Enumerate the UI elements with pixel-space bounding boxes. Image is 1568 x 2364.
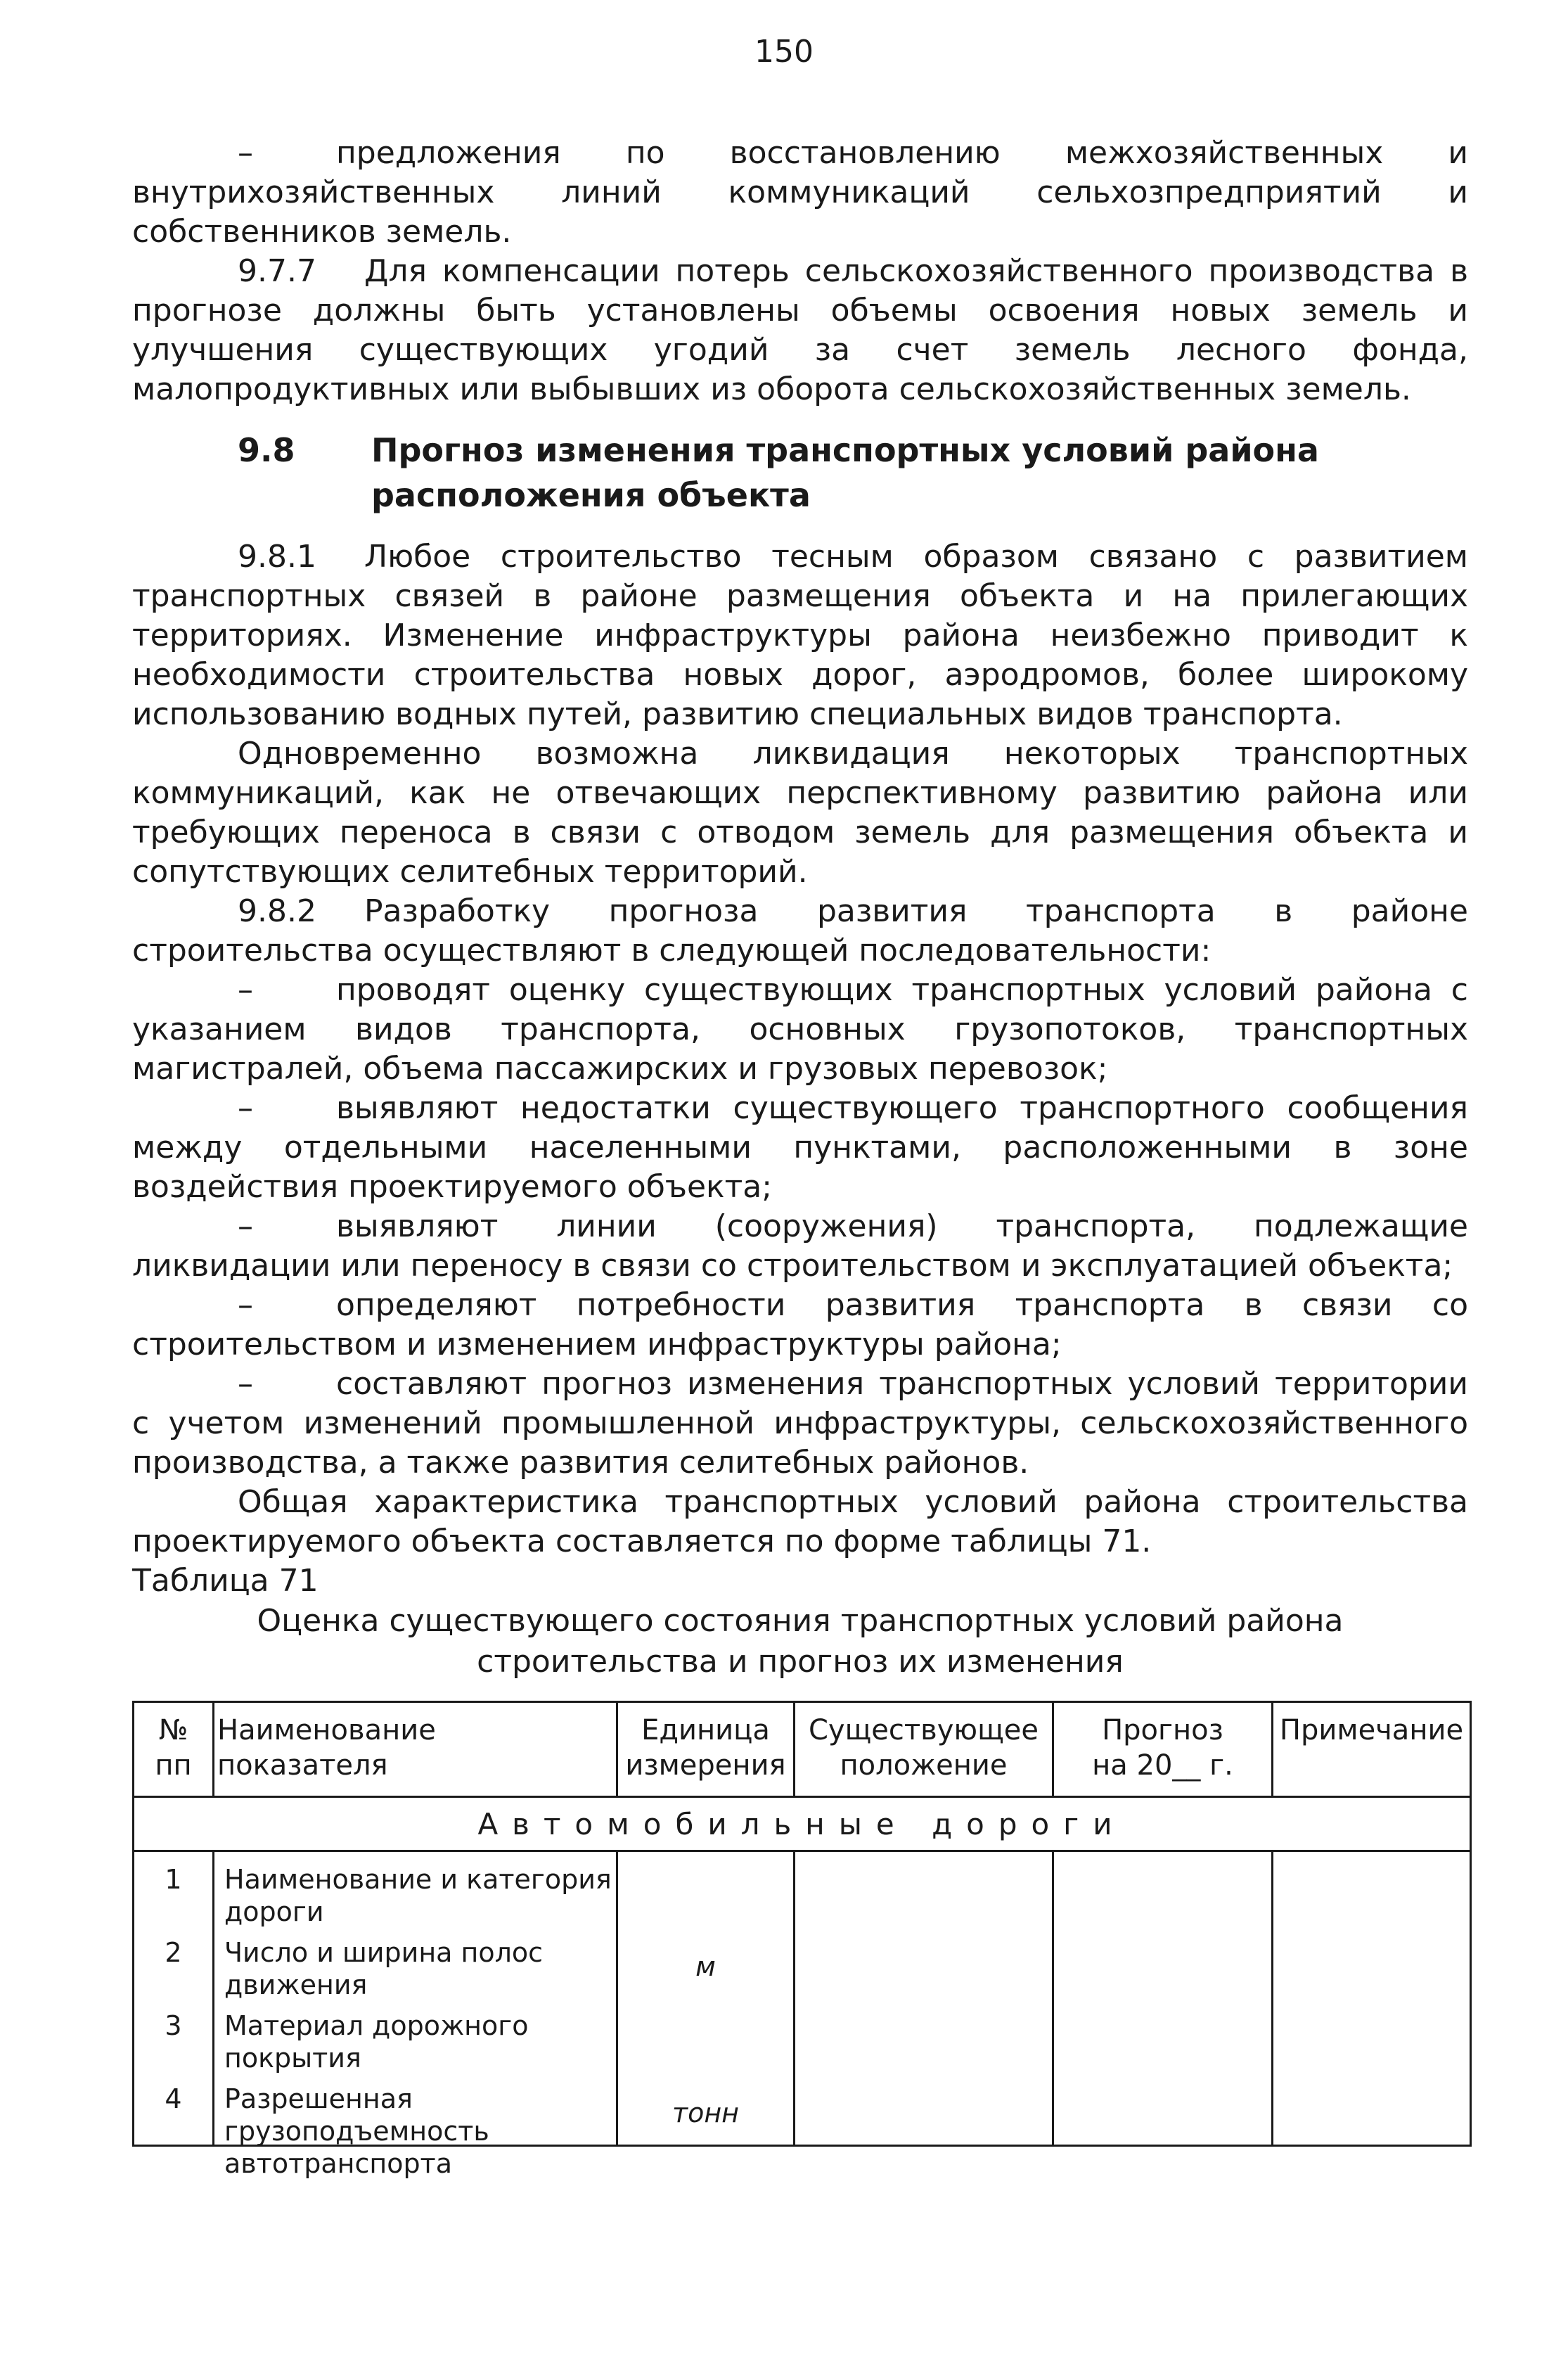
row-number: 4	[165, 2083, 182, 2114]
paragraph-dash-item	[132, 134, 1468, 252]
section-number: 9.8	[238, 431, 295, 469]
table-header-row	[134, 1702, 1471, 1797]
dash-mark: –	[238, 135, 253, 171]
col-header-name: Наименование показателя	[214, 1702, 617, 1797]
row-name: Материал дорожного покрытия	[224, 2010, 529, 2074]
paragraph-text: Любое строительство тесным образом связано с развитием транспортных связей в районе размещения объекта и на прилегающих территориях. Изменение инфраструктуры района неизбежно приводит к необходимости строительства новых дорог, аэродромов, более широкому использованию водных путей, развитию специальных видов транспорта.	[132, 539, 1468, 732]
col-header-unit: Единица измерения	[617, 1702, 795, 1797]
paragraph-9-8-1	[132, 537, 1468, 734]
clause-number: 9.8.2	[238, 893, 316, 929]
paragraph-9-8-2	[132, 892, 1468, 971]
col-header-no: № пп	[134, 1702, 214, 1797]
current-column	[795, 1851, 1053, 2146]
table-title-line: строительства и прогноз их изменения	[477, 1644, 1124, 1680]
no-column	[134, 1851, 214, 2146]
row-number: 1	[165, 1864, 182, 1895]
col-header-forecast: Прогноз на 20__ г.	[1053, 1702, 1273, 1797]
transport-table	[132, 1701, 1472, 2179]
dash-mark: –	[238, 1090, 253, 1126]
list-item-text: определяют потребности развития транспорта в связи со строительством и изменением инфраструктуры района;	[132, 1287, 1468, 1362]
row-unit: тонн	[671, 2097, 740, 2128]
clause-number: 9.7.7	[238, 253, 316, 289]
paragraph: Общая характеристика транспортных условий района строительства проектируемого объекта составляется по форме таблицы 71.	[132, 1484, 1468, 1559]
row-name: Наименование и категория дороги	[224, 1864, 612, 1927]
row-unit	[618, 1852, 793, 1925]
unit-column	[617, 1851, 795, 2146]
list-item	[132, 1207, 1468, 1286]
dash-mark: –	[238, 1287, 253, 1323]
paragraph: Одновременно возможна ликвидация некоторых транспортных коммуникаций, как не отвечающих перспективному развитию района или требующих переноса в связи с отводом земель для размещения объекта и сопутствующих селитебных территорий.	[132, 736, 1468, 890]
dash-mark: –	[238, 1366, 253, 1402]
section-heading	[132, 428, 1468, 518]
row-number: 2	[165, 1937, 182, 1968]
row-unit	[618, 1998, 793, 2071]
row-name: Разрешенная грузоподъемность автотранспорта	[224, 2083, 489, 2179]
table-title	[132, 1601, 1468, 1682]
table-label: Таблица 71	[132, 1563, 319, 1599]
dash-mark: –	[238, 972, 253, 1008]
paragraph-text: Для компенсации потерь сельскохозяйственного производства в прогнозе должны быть установлены объемы освоения новых земель и улучшения существующих угодий за счет земель лесного фонда, малопродуктивных или выбывших из оборота сельскохозяйственных земель.	[132, 253, 1468, 407]
list-item	[132, 971, 1468, 1089]
list-item-text: проводят оценку существующих транспортных условий района с указанием видов транспорта, основных грузопотоков, транспортных магистралей, объема пассажирских и грузовых перевозок;	[132, 972, 1468, 1087]
table-body-group	[134, 1851, 1471, 2146]
list-item-text: выявляют линии (сооружения) транспорта, подлежащие ликвидации или переносу в связи со строительством и эксплуатацией объекта;	[132, 1208, 1468, 1284]
list-item	[132, 1365, 1468, 1483]
table-section-row	[134, 1797, 1471, 1851]
col-header-current: Существующее положение	[795, 1702, 1053, 1797]
section-title: Прогноз изменения транспортных условий района расположения объекта	[371, 431, 1319, 514]
page-number: 150	[754, 34, 814, 70]
paragraph-9-7-7	[132, 252, 1468, 409]
page-content	[132, 134, 1468, 2179]
row-number: 3	[165, 2010, 182, 2041]
row-name: Число и ширина полос движения	[224, 1937, 544, 2000]
row-unit: м	[695, 1951, 716, 1982]
section-label: Автомобильные дороги	[134, 1797, 1471, 1851]
note-column	[1273, 1851, 1471, 2146]
paragraph-text: Разработку прогноза развития транспорта в районе строительства осуществляют в следующей последовательности:	[132, 893, 1468, 969]
paragraph-text: предложения по восстановлению межхозяйственных и внутрихозяйственных линий коммуникаций сельхозпредприятий и собственников земель.	[132, 135, 1468, 250]
name-column	[214, 1851, 617, 2179]
forecast-column	[1053, 1851, 1273, 2146]
col-header-note: Примечание	[1273, 1702, 1471, 1797]
list-item-text: составляют прогноз изменения транспортных условий территории с учетом изменений промышленной инфраструктуры, сельскохозяйственного производства, а также развития селитебных районов.	[132, 1366, 1468, 1481]
list-item	[132, 1089, 1468, 1207]
clause-number: 9.8.1	[238, 539, 316, 575]
list-item-text: выявляют недостатки существующего транспортного сообщения между отдельными населенными пунктами, расположенными в зоне воздействия проектируемого объекта;	[132, 1090, 1468, 1205]
list-item	[132, 1286, 1468, 1365]
dash-mark: –	[238, 1208, 253, 1244]
table-title-line: Оценка существующего состояния транспортных условий района	[257, 1603, 1344, 1639]
